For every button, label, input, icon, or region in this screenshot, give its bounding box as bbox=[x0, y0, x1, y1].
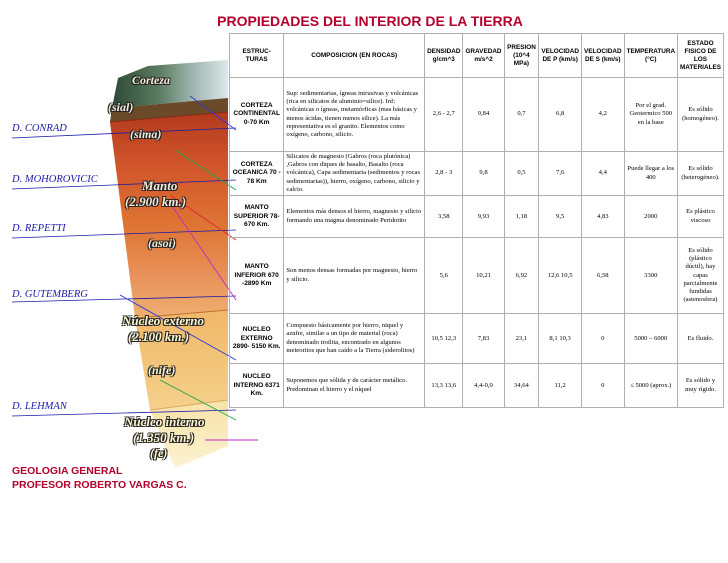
properties-table bbox=[229, 33, 724, 408]
table-row bbox=[230, 364, 724, 408]
cell-densidad: 5,6 bbox=[425, 238, 463, 314]
disc-repetti: D. REPETTI bbox=[12, 223, 66, 234]
table-row bbox=[230, 78, 724, 152]
cell-vel-p: 9,5 bbox=[539, 196, 582, 238]
cell-densidad: 3,58 bbox=[425, 196, 463, 238]
label-asoi: (asoi) bbox=[148, 236, 176, 250]
cell-estado: Es sólido (homogéneo). bbox=[677, 78, 723, 152]
cell-densidad: 13,3 13,6 bbox=[425, 364, 463, 408]
header-composicion: COMPOSICION (EN ROCAS) bbox=[284, 34, 425, 78]
header-temperatura: TEMPERATURA (°C) bbox=[624, 34, 677, 78]
label-nife: (nife) bbox=[148, 363, 176, 377]
cell-composicion: Son menos densas formadas por magnesio, hierro y silicio. bbox=[284, 238, 425, 314]
cell-temperatura: ≤ 5000 (aprox.) bbox=[624, 364, 677, 408]
label-fe: (fe) bbox=[150, 446, 168, 460]
table-row bbox=[230, 196, 724, 238]
label-nucleo-externo-km: (2.100 km.) bbox=[128, 329, 190, 344]
cell-composicion: Elementos más densos el hierro, magnesio y silicio formando una magma denominado Peridotito bbox=[284, 196, 425, 238]
cell-estructura: CORTEZA CONTINENTAL 0-70 Km bbox=[230, 78, 284, 152]
cell-vel-s: 4,4 bbox=[581, 152, 624, 196]
header-estructuras: ESTRUC-TURAS bbox=[230, 34, 284, 78]
cell-temperatura: Por el grad. Geotermico 500 en la base bbox=[624, 78, 677, 152]
disc-lehman: D. LEHMAN bbox=[12, 401, 67, 412]
table-row bbox=[230, 238, 724, 314]
cell-vel-p: 8,1 10,3 bbox=[539, 314, 582, 364]
cell-estructura: NUCLEO INTERNO 6371 Km. bbox=[230, 364, 284, 408]
label-sial: (sial) bbox=[108, 100, 134, 114]
footer-course: GEOLOGIA GENERAL bbox=[12, 465, 123, 477]
cell-presion: 23,1 bbox=[504, 314, 539, 364]
cell-estructura: CORTEZA OCEANICA 70 - 78 Km bbox=[230, 152, 284, 196]
cell-gravedad: 9,84 bbox=[463, 78, 504, 152]
cell-temperatura: Puede llegar a los 400 bbox=[624, 152, 677, 196]
disc-gutemberg: D. GUTEMBERG bbox=[12, 289, 88, 300]
table-row bbox=[230, 314, 724, 364]
table-header-row bbox=[230, 34, 724, 78]
cell-composicion: Sup: sedimentarias, ígneas intrusivas y volcánicas (rica en silicatos de aluminio=silice). Inf: volcánicas o ígneas, metamórficas (mas básicas y menos ácidas, tienen menos silice). La más representativa es el granito. Elementos como oxígeno, carbono, silicio. bbox=[284, 78, 425, 152]
cell-temperatura: 2000 bbox=[624, 196, 677, 238]
cell-densidad: 2,6 - 2,7 bbox=[425, 78, 463, 152]
label-manto: Manto bbox=[142, 178, 178, 193]
cell-vel-p: 12,6 10,5 bbox=[539, 238, 582, 314]
cell-vel-s: 0 bbox=[581, 364, 624, 408]
cell-estructura: MANTO SUPERIOR 78- 670 Km. bbox=[230, 196, 284, 238]
cell-vel-s: 6,58 bbox=[581, 238, 624, 314]
cell-gravedad: 7,83 bbox=[463, 314, 504, 364]
label-nucleo-externo: Núcleo externo bbox=[122, 313, 204, 328]
mantle-layer bbox=[110, 112, 228, 318]
cell-presion: 34,64 bbox=[504, 364, 539, 408]
label-corteza: Corteza bbox=[132, 73, 171, 87]
cell-gravedad: 10,21 bbox=[463, 238, 504, 314]
label-manto-km: (2.900 km.) bbox=[125, 194, 187, 209]
cell-densidad: 10,5 12,3 bbox=[425, 314, 463, 364]
disc-conrad: D. CONRAD bbox=[12, 123, 67, 134]
cell-presion: 0,5 bbox=[504, 152, 539, 196]
cell-gravedad: 9,93 bbox=[463, 196, 504, 238]
cell-gravedad: 9,8 bbox=[463, 152, 504, 196]
table-row bbox=[230, 152, 724, 196]
header-densidad: DENSIDAD g/cm^3 bbox=[425, 34, 463, 78]
disc-mohorovicic: D. MOHOROVICIC bbox=[12, 174, 98, 185]
label-sima: (sima) bbox=[130, 127, 162, 141]
header-presion: PRESION (10^4 MPa) bbox=[504, 34, 539, 78]
label-nucleo-interno: Núcleo interno bbox=[124, 414, 205, 429]
cell-temperatura: 3300 bbox=[624, 238, 677, 314]
header-velocidad-p: VELOCIDAD DE P (km/s) bbox=[539, 34, 582, 78]
page-title: PROPIEDADES DEL INTERIOR DE LA TIERRA bbox=[217, 13, 523, 29]
header-gravedad: GRAVEDAD m/s^2 bbox=[463, 34, 504, 78]
cell-estructura: NUCLEO EXTERNO 2890- 5150 Km. bbox=[230, 314, 284, 364]
cell-vel-p: 7,6 bbox=[539, 152, 582, 196]
cell-presion: 6,92 bbox=[504, 238, 539, 314]
cell-presion: 1,18 bbox=[504, 196, 539, 238]
cell-estado: Es sólido y muy rígido. bbox=[677, 364, 723, 408]
header-estado: ESTADO FISICO DE LOS MATERIALES bbox=[677, 34, 723, 78]
cell-densidad: 2,8 - 3 bbox=[425, 152, 463, 196]
cell-estado: Es sólido (plástico dúctil), hay capas parcialmente fundidas (astenosfera) bbox=[677, 238, 723, 314]
header-velocidad-s: VELOCIDAD DE S (km/s) bbox=[581, 34, 624, 78]
cell-vel-s: 0 bbox=[581, 314, 624, 364]
label-nucleo-interno-km: (1.350 km.) bbox=[133, 430, 195, 445]
cell-composicion: Compuesto básicamente por hierro, niquel y azufre, similar a un tipo de material (roca) denominado troilita, encontrado en algunos meteoritos que han caído a la Tierra (siderolitos) bbox=[284, 314, 425, 364]
cell-estructura: MANTO INFERIOR 670 -2890 Km bbox=[230, 238, 284, 314]
footer-professor: PROFESOR ROBERTO VARGAS C. bbox=[12, 479, 187, 491]
cell-presion: 0,7 bbox=[504, 78, 539, 152]
cell-vel-p: 11,2 bbox=[539, 364, 582, 408]
cell-composicion: Suponemos que sólida y de carácter metálico. Predominan el hierro y el níquel bbox=[284, 364, 425, 408]
cell-estado: Es sólido (heterogéneo). bbox=[677, 152, 723, 196]
cell-estado: Es plástico viscoso bbox=[677, 196, 723, 238]
cell-vel-s: 4,2 bbox=[581, 78, 624, 152]
cell-estado: Es fluido. bbox=[677, 314, 723, 364]
cell-vel-p: 6,8 bbox=[539, 78, 582, 152]
cell-gravedad: 4,4-0,0 bbox=[463, 364, 504, 408]
cell-composicion: Silicatos de magnesio (Gabros (roca plutónica) ,Gabros con diques de basalto, Basalto (roca volcánica), Capa sedimentaria (sedimentos y rocas sedimentarias)), hierro, oxígeno, carbono, silicio y calcio. bbox=[284, 152, 425, 196]
cell-temperatura: 5000 – 6000 bbox=[624, 314, 677, 364]
cell-vel-s: 4,83 bbox=[581, 196, 624, 238]
